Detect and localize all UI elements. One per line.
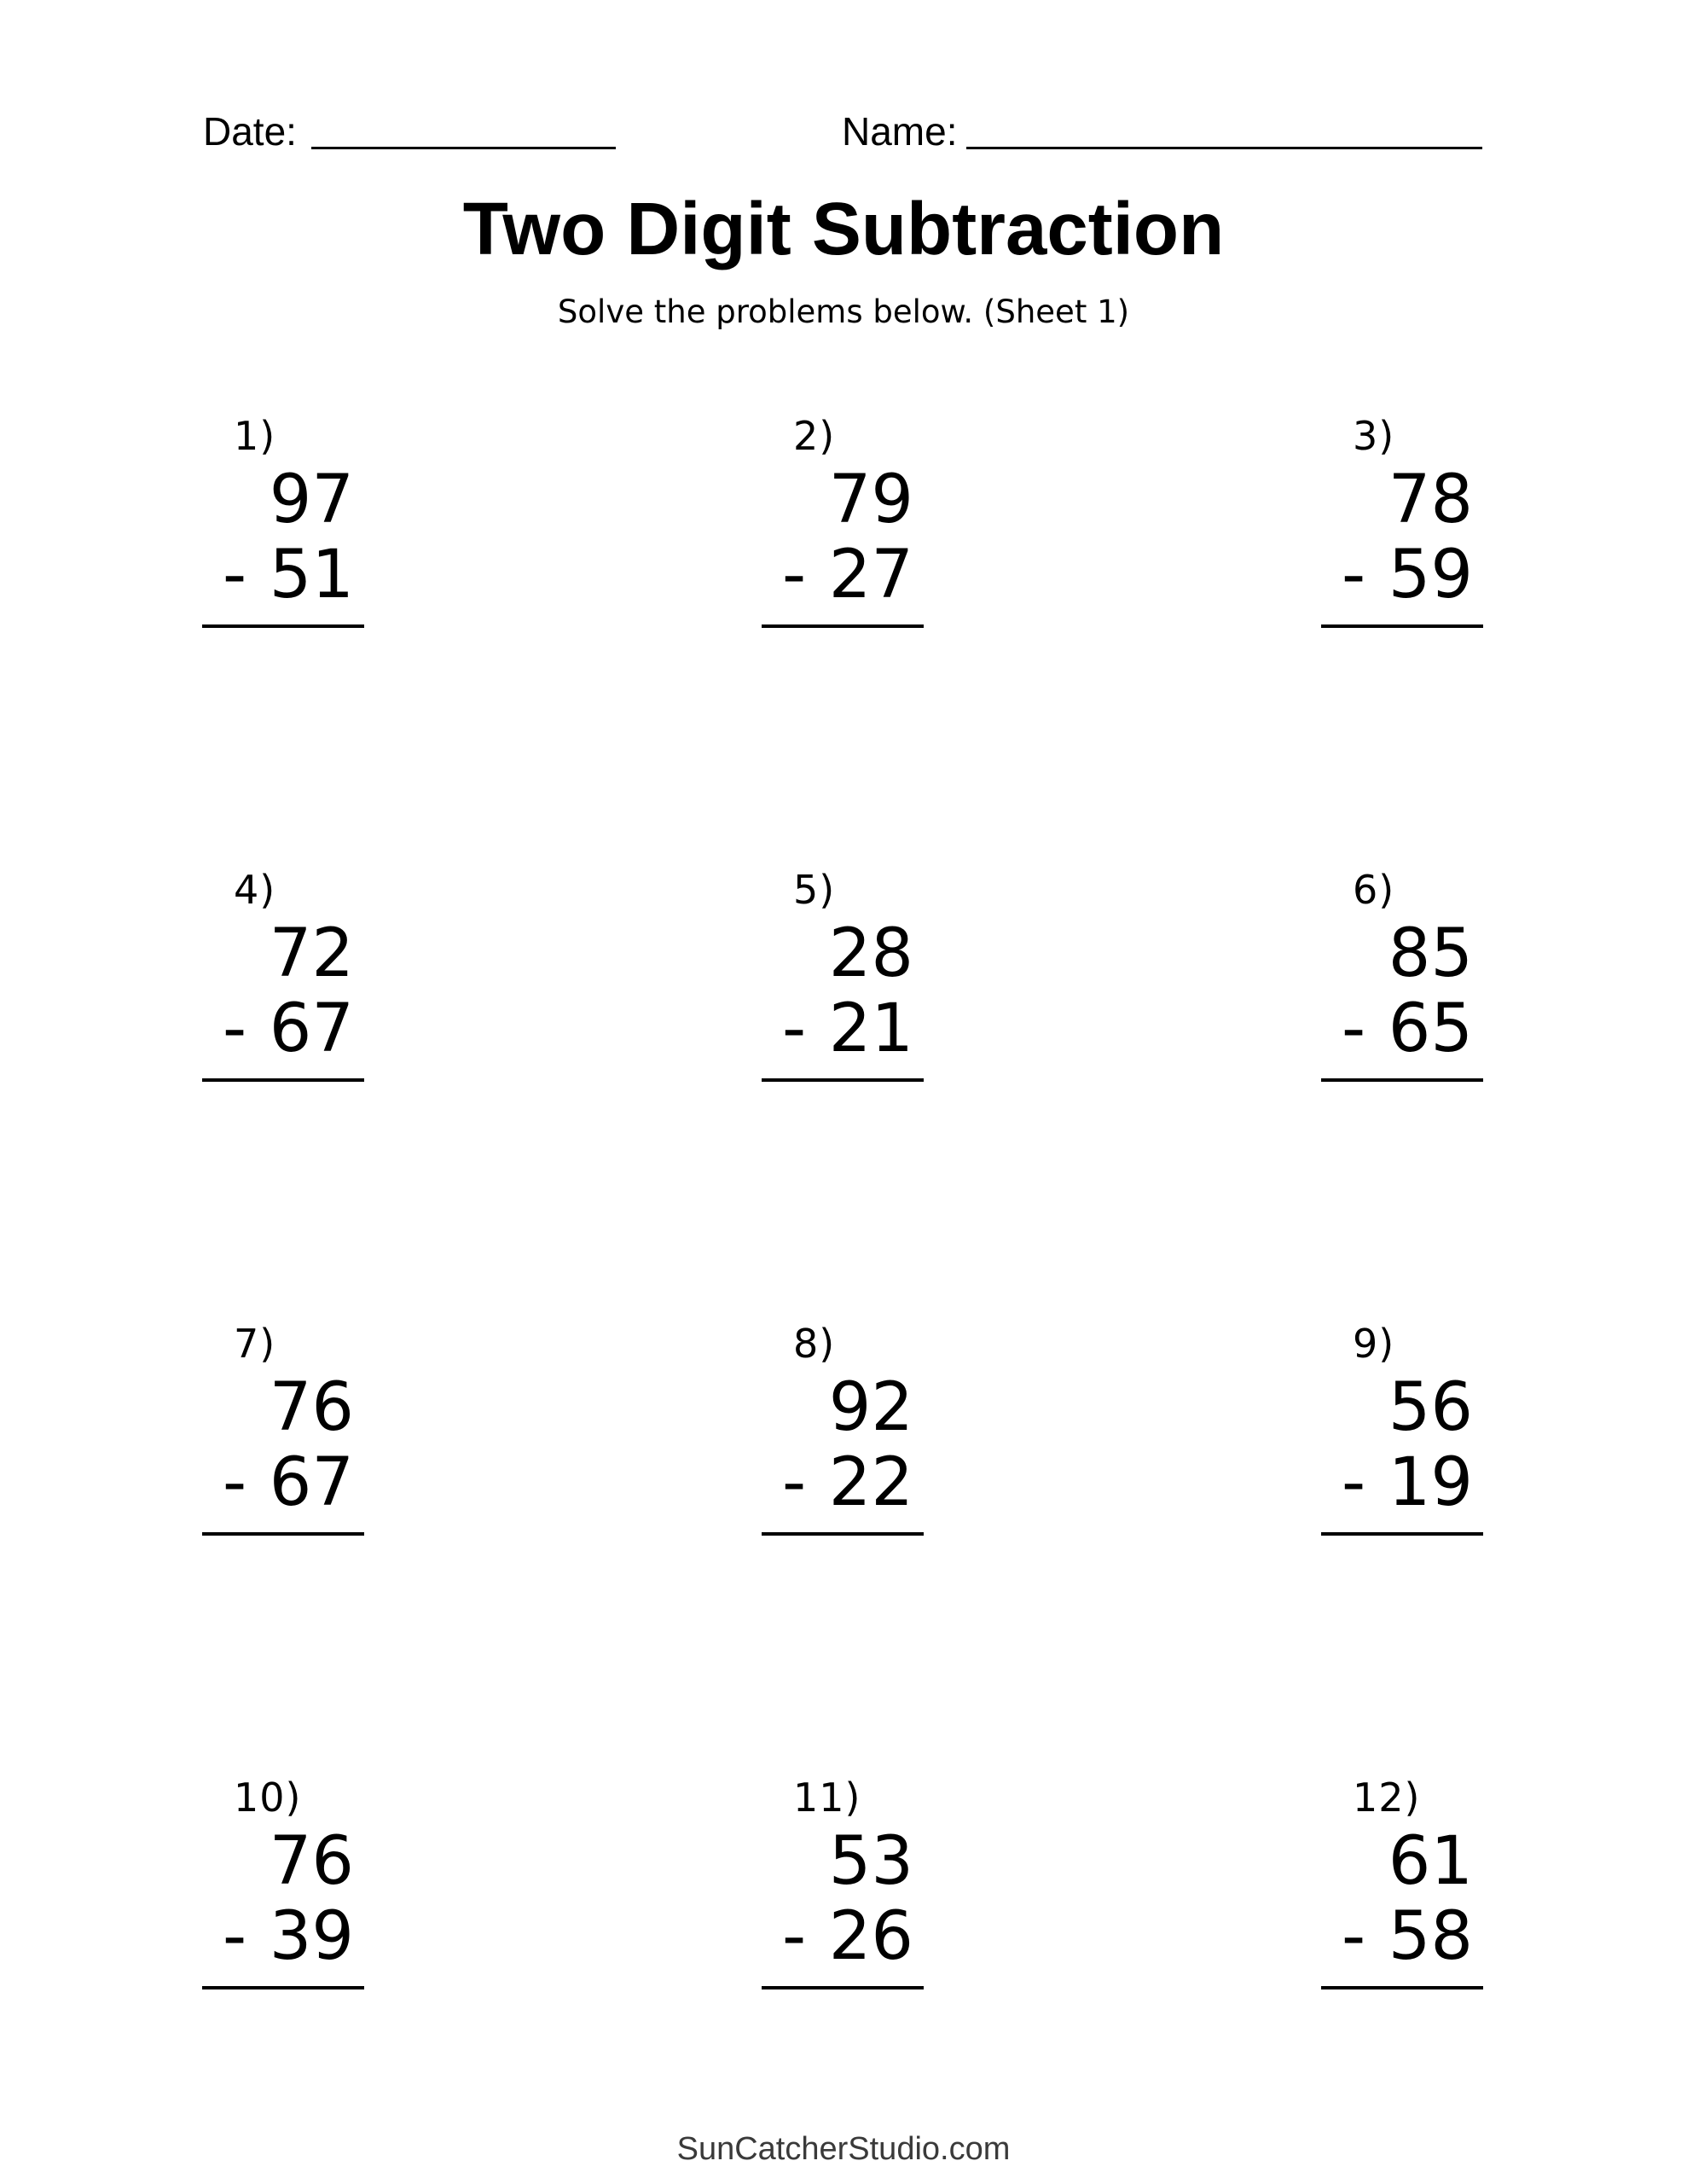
subtrahend: 67 bbox=[269, 1444, 354, 1521]
date-label: Date: bbox=[203, 109, 297, 154]
minus-operator: - bbox=[223, 1444, 247, 1521]
problem-9 bbox=[1321, 1322, 1483, 1776]
problem-number: 12) bbox=[1353, 1774, 1421, 1821]
minuend: 76 bbox=[269, 1369, 354, 1446]
minus-operator: - bbox=[223, 537, 247, 613]
minuend: 61 bbox=[1388, 1823, 1473, 1900]
subtrahend: 39 bbox=[269, 1898, 354, 1975]
minus-operator: - bbox=[223, 990, 247, 1067]
minus-operator: - bbox=[1342, 537, 1366, 613]
minuend: 92 bbox=[828, 1369, 913, 1446]
minuend: 79 bbox=[828, 462, 913, 538]
answer-line bbox=[762, 1078, 924, 1082]
problem-2 bbox=[762, 415, 924, 868]
minus-operator: - bbox=[782, 990, 807, 1067]
name-fill-line bbox=[966, 147, 1482, 149]
answer-line bbox=[202, 1078, 364, 1082]
minus-operator: - bbox=[782, 1444, 807, 1521]
problem-number: 4) bbox=[234, 867, 276, 913]
problem-number: 9) bbox=[1353, 1321, 1395, 1367]
problem-11 bbox=[762, 1776, 924, 2184]
subtrahend: 59 bbox=[1388, 537, 1473, 613]
minuend: 28 bbox=[828, 915, 913, 992]
subtrahend: 22 bbox=[828, 1444, 913, 1521]
answer-line bbox=[762, 1986, 924, 1989]
subtrahend: 58 bbox=[1388, 1898, 1473, 1975]
subtrahend: 65 bbox=[1388, 990, 1473, 1067]
minuend: 72 bbox=[269, 915, 354, 992]
problem-10 bbox=[202, 1776, 364, 2184]
answer-line bbox=[202, 1986, 364, 1989]
problem-4 bbox=[202, 868, 364, 1322]
minus-operator: - bbox=[223, 1898, 247, 1975]
problem-number: 6) bbox=[1353, 867, 1395, 913]
subtrahend: 26 bbox=[828, 1898, 913, 1975]
problem-3 bbox=[1321, 415, 1483, 868]
problem-1 bbox=[202, 415, 364, 868]
footer-site-credit: SunCatcherStudio.com bbox=[676, 2131, 1011, 2167]
answer-line bbox=[762, 1532, 924, 1536]
subtrahend: 27 bbox=[828, 537, 913, 613]
problem-number: 3) bbox=[1353, 413, 1395, 459]
subtrahend: 51 bbox=[269, 537, 354, 613]
page-subtitle: Solve the problems below. (Sheet 1) bbox=[557, 293, 1130, 330]
subtrahend: 21 bbox=[828, 990, 913, 1067]
subtrahend: 19 bbox=[1388, 1444, 1473, 1521]
answer-line bbox=[762, 624, 924, 628]
minus-operator: - bbox=[1342, 1444, 1366, 1521]
minus-operator: - bbox=[782, 1898, 807, 1975]
minuend: 53 bbox=[828, 1823, 913, 1900]
problem-6 bbox=[1321, 868, 1483, 1322]
subtrahend: 67 bbox=[269, 990, 354, 1067]
problem-7 bbox=[202, 1322, 364, 1776]
name-label: Name: bbox=[842, 109, 958, 154]
minuend: 78 bbox=[1388, 462, 1473, 538]
problem-number: 11) bbox=[793, 1774, 861, 1821]
answer-line bbox=[1321, 1986, 1483, 1989]
minuend: 56 bbox=[1388, 1369, 1473, 1446]
problems-grid bbox=[202, 415, 1687, 2184]
problem-number: 7) bbox=[234, 1321, 276, 1367]
minus-operator: - bbox=[1342, 990, 1366, 1067]
problem-number: 8) bbox=[793, 1321, 836, 1367]
problem-number: 5) bbox=[793, 867, 836, 913]
answer-line bbox=[1321, 624, 1483, 628]
minuend: 97 bbox=[269, 462, 354, 538]
minus-operator: - bbox=[1342, 1898, 1366, 1975]
page-title: Two Digit Subtraction bbox=[462, 188, 1225, 270]
problem-number: 2) bbox=[793, 413, 836, 459]
answer-line bbox=[202, 624, 364, 628]
problem-5 bbox=[762, 868, 924, 1322]
answer-line bbox=[1321, 1078, 1483, 1082]
problem-8 bbox=[762, 1322, 924, 1776]
answer-line bbox=[1321, 1532, 1483, 1536]
answer-line bbox=[202, 1532, 364, 1536]
minuend: 76 bbox=[269, 1823, 354, 1900]
problem-12 bbox=[1321, 1776, 1483, 2184]
minus-operator: - bbox=[782, 537, 807, 613]
problem-number: 1) bbox=[234, 413, 276, 459]
date-fill-line bbox=[311, 147, 616, 149]
problem-number: 10) bbox=[234, 1774, 302, 1821]
minuend: 85 bbox=[1388, 915, 1473, 992]
